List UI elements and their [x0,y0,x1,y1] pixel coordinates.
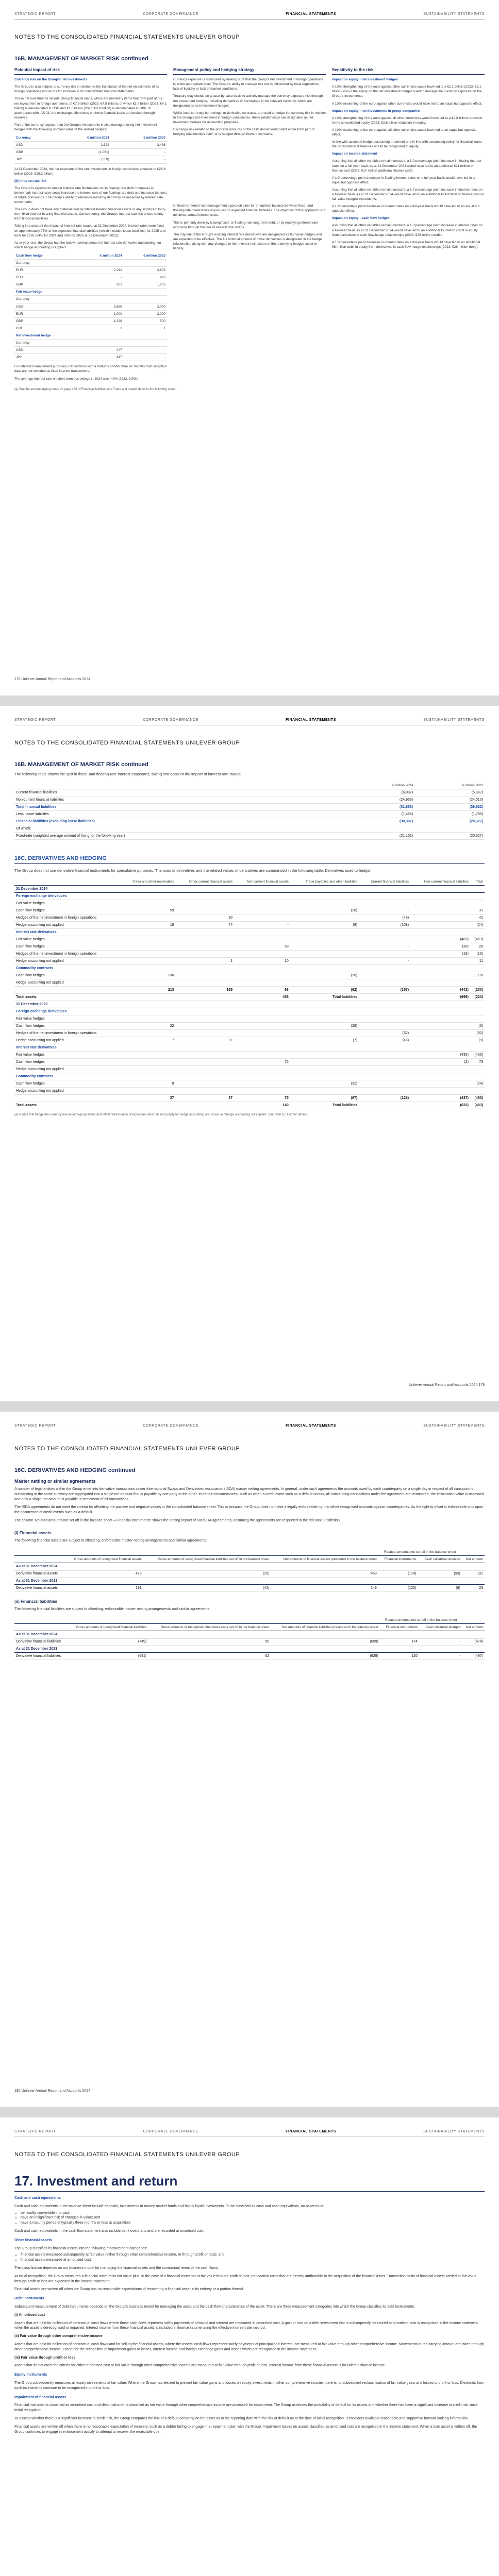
table-group: Foreign exchange derivatives [14,1008,485,1015]
table-row: Hedge accounting not applied 1 10 - 11 [14,958,485,965]
paragraph: Financial assets are written off when the Group has no reasonable expectations of recovering a financial asset in its entirety or a portion thereof. [14,2287,244,2292]
derivatives-table [14,878,485,1109]
table-row: Derivative financial assets 478 (20) 458 (174) (93) 191 [14,1570,485,1577]
table-group: As at 31 December 2023 [14,1577,485,1584]
page-180 [0,1412,499,2107]
paragraph: Assets that do not meet the criteria for either amortised cost or fair value through other comprehensive income are measured at fair value through profit or loss. Interest income from these financial assets is included in finance income. [14,2364,386,2368]
nav-strategic-report[interactable]: STRATEGIC REPORT [14,718,56,722]
paragraph: For interest management purposes, transactions with a maturity shorter than six months from inception date are not included as fixed interest transactions. [14,365,167,374]
footnote: (a) See the accompanying notes on page 180 of Financial liabilities and Trade and related items in the following notes. [14,387,176,391]
table-header: Other current financial assets [176,878,235,886]
table-row: USD 2,322 2,436 [14,142,167,149]
top-nav [14,706,485,722]
paragraph: A 10% strengthening of the euro against other currencies would have led to a €2.1 billion (2023: €2.1 billion) loss in the equity on the net investment hedges used to manage the currency exposure on the Group's investments. [332,85,482,98]
table-row: JPY 447 - [14,354,167,361]
subheading: Impairment of financial assets [14,2395,66,2399]
table-row: Currency [14,260,167,267]
paragraph: A 10% weakening of the euro against other currencies would have led to an equal but opposite effect. [332,101,483,106]
nav-strategic-report[interactable]: STRATEGIC REPORT [14,1424,56,1428]
table-row: Currency [14,340,167,347]
table-header: € million 2024 [344,782,414,789]
table-group: Interest rate derivatives [14,929,485,936]
table-header: Net amounts of financial assets presented in the balance sheet [271,1555,378,1563]
bullet-list [21,2252,485,2263]
table-header: Non-current financial liabilities [410,878,470,886]
paragraph: To assess whether there is a significant increase in credit risk, the Group compares the risk of a default occurring on the asset as at the reporting date with the risk of default as at the date of initial recognition. It considers available reasonable and supportive forward-looking information. [14,2416,469,2420]
table-row: GBP (1,061) - [14,149,167,156]
subsection-heading: (ii) Financial liabilities [14,1599,58,1604]
table-row: Less: lease liabilities (1,466) (1,295) [14,811,485,818]
table-row: Fixed-rate (weighted average amount of fixing for the following year) (21,151) (20,327) [14,833,485,840]
paragraph: The Group is also subject to currency risk in relation to the translation of the net investments of its foreign operations into euros for inclusion in its consolidated financial statements. [14,85,159,94]
column-potential-impact [14,67,167,384]
table-header: Currency [14,134,55,142]
section-title: 16B. MANAGEMENT OF MARKET RISK continued [14,56,148,62]
table-group: Commodity contracts [14,1073,485,1080]
paragraph: In line with accepted hedge accounting treatment and in line with accounting policy for financial loans, the retranslation differences would be recognised in equity. [332,140,483,149]
table-row: Hedges of the net investment in foreign operations 90 (49) 41 [14,914,485,922]
nav-sustainability-statements[interactable]: SUSTAINABILITY STATEMENTS [423,1424,485,1428]
subheading: Impact on equity - net investments in group companies [332,109,420,113]
list-item: • have a maturity period of typically three months or less at acquisition. [21,2221,485,2226]
list-item: • financial assets measured subsequently at fair value (either through other comprehensive income, or through profit or loss); and [21,2252,485,2258]
table-row: Cash flow hedges 136 - (26) - 110 [14,972,485,979]
paragraph: Assuming that all other variables remain constant, a 1.0 percentage point increase in interest rates on a full-year basis as at 31 December 2024 would have led to an additional €7 million credit in equity from derivatives in cash flow hedge relationships (2023: €26 million credit). [332,224,483,237]
intro-text: The Group does not use derivative financial instruments for speculative purposes. The uses of derivatives and the related values of derivatives are summarised in the following table. Derivatives used to hedge: [14,868,371,873]
table-row: Hedge accounting not applied [14,1088,485,1095]
interest-rate-derivative-table: Cash flow hedge € million 2024 € million 2023 Currency EUR 2,211 2,603 USD - 926 GBP 361 1,205 Fair value hedge Currency USD 2,666 2,000 EUR 1,000 2,000 GBP 1,298 500 CHF 1 1 Net investment hedge Currency USD 447 - JPY 447 - [14,252,167,361]
bullet-list [21,2211,485,2226]
subheading: Cash and cash equivalents [14,2196,61,2200]
table-subtotal: 213 165 68 (62) (157) (442) (230) [14,987,485,994]
table-row: USD - 926 [14,274,167,281]
paragraph: A 10% weakening of the euro against all other currencies would have led to an equal but opposite effect. [332,128,477,137]
paragraph: As at year-end, the Group had the below nominal amount of interest rate derivative outstanding, on which hedge accounting is applied: [14,241,161,249]
table-row: Of which: [14,825,485,833]
paragraph: Assets that are held for collection of contractual cash flows and for selling the financial assets, where the assets' cash flows represent solely payments of principal and interest, are measured at fair value through other comprehensive income. Movements in the carrying amount are taken through other comprehensive income, except for the recognition of impairment gains or losses, interest income and foreign exchange gains and losses which are recognised in the income statement. [14,2342,484,2351]
table-header: Gross amounts of recognised financial liabilities set off in the balance sheet [143,1555,271,1563]
table-row: Cash flow hedges 8 (32) (24) [14,1080,485,1088]
table-row: Derivative financial liabilities (749) 50 (699) 174 - (474) [14,1638,485,1646]
table-header: Current financial liabilities [359,878,410,886]
notes-title: NOTES TO THE CONSOLIDATED FINANCIAL STATEMENTS UNILEVER GROUP [14,1446,240,1452]
paragraph: A number of legal entities within the Group enter into derivative transactions under International Swaps and Derivatives Association (ISDA) master netting agreements. In general, under such agreements the amounts owed by each counterparty on a single day in respect of all transactions outstanding in the same currency are aggregated into a single net amount that is payable by one party to the other. In certain circumstances, such as when a credit event such as a default occurs, all outstanding transactions under the agreement are terminated, the termination value is assessed and only a single net amount is payable in settlement of all transactions. [14,1487,484,1501]
subheading: (iii) Fair value through profit or loss [14,2355,76,2360]
paragraph: Part of the currency exposure on the Group's investments is also managed using net investment hedges with the following nominal value of the related hedges: [14,123,157,132]
paragraph: The classification depends on our business model for managing the financial assets and the contractual terms of the cash flows. [14,2266,219,2270]
paragraph: Cash and cash equivalents in the balance sheet include deposits, investments in money market funds and highly liquid investments. To be classified as cash and cash equivalents, an asset must: [14,2204,325,2208]
paragraph: The Group is exposed to market interest rate fluctuations on its floating rate debt. Increases in benchmark interest rates could increase the interest cost of our floating rate debt and increase the cost of future borrowings. The Group's ability to refinance maturing debt may be impacted by interest rate movements. [14,186,167,205]
table-group: Commodity contracts [14,965,485,972]
column-heading: Management policy and hedging strategy [173,67,326,75]
table-header: Cash collateral received [418,1555,462,1563]
subheading: Impact on equity - net investment hedges [332,78,398,82]
table-row: USD 447 - [14,347,167,354]
paragraph: The column 'Related amounts not set off in the balance sheet – Financial instruments' shows the netting impact of our ISDA agreements, assuming the agreements are respected in the relevant jurisdiction. [14,1518,341,1522]
table-total: Total assets 458 Total liabilities (699) (230) [14,994,485,1001]
subheading: Impact on equity - cash flow hedges [332,216,390,221]
table-header: Financial instruments [380,1624,419,1631]
table-row: EUR 2,211 2,603 [14,267,167,274]
subheading: Other financial assets [14,2238,52,2242]
table-total: Total assets 149 Total liabilities (632) (483) [14,1102,485,1109]
page-footer: 178 Unilever Annual Report and Accounts 2024 [14,677,91,681]
table-row: GBP 1,298 500 [14,317,167,325]
page-footer: Unilever Annual Report and Accounts 2024 179 [408,1383,485,1387]
subsection-heading: (i) Financial assets [14,1530,52,1535]
section-title: 16B. MANAGEMENT OF MARKET RISK continued [14,761,148,768]
subheading: Debt instruments [14,2297,44,2301]
paragraph: Assuming that all other variables remain constant, a 1.0 percentage point increase in interest rates on a full-year basis as at 31 December 2024 would have led to an additional €24 million of finance cost on fair value hedged instruments. [332,188,485,201]
table-row: Derivative financial assets 191 (42) 149 (120) (6) 23 [14,1584,485,1591]
nav-financial-statements[interactable]: FINANCIAL STATEMENTS [286,718,337,722]
subheading: (ii) Fair value through other comprehensive income [14,2334,103,2338]
table-header: Trade payables and other liabilities [290,878,359,886]
table-header: Gross amounts of recognised financial assets set off in the balance sheet [148,1624,271,1631]
nav-divider [14,19,485,20]
table-group: As at 31 December 2024 [14,1631,485,1638]
paragraph: The following financial assets are subject to offsetting, enforceable master netting arrangements and similar agreements. [14,1538,207,1543]
nav-financial-statements[interactable]: FINANCIAL STATEMENTS [286,12,337,16]
table-row: Hedge accounting not applied 7 37 (7) (46) (9) [14,1037,485,1044]
subheading: Impact on income statement [332,152,377,156]
intro-text: The following table shows the split in fixed- and floating-rate interest exposures, taking into account the impact of interest rate swaps: [14,772,242,776]
table-year-header: 31 December 2023 [14,1001,485,1008]
subheading: Equity instruments [14,2373,47,2377]
page-181 [0,2117,499,2576]
list-item: • financial assets measured at amortised cost. [21,2258,485,2263]
paragraph: Whilst local currency borrowings, or derivative contracts, are used to hedge the currency risk in relation to the Group's net investment in foreign subsidiaries, these relationships are designated as net investment hedges for accounting purposes. [173,111,326,124]
column-heading: Sensitivity to the risk [332,67,485,75]
financial-assets-offset-table [14,1549,485,1592]
table-subtotal: 37 37 75 (67) (128) (437) (483) [14,1095,485,1102]
interest-exposure-table [14,782,485,840]
table-header: € million 2023 [111,134,167,142]
table-row: Financial liabilities (excluding lease liabilities) (30,387) (28,327) [14,818,485,825]
table-row: Cash flow hedges 58 - (30) 28 [14,943,485,951]
paragraph: The majority of the Group's existing interest rate derivatives are designated as fair value hedges and are expected to be effective. The full notional amount of those derivatives is designated in the hedge relationship, along with any changes to the relevant risk factors of the underlying hedged asset or liability. [173,232,322,250]
table-group: As at 31 December 2024 [14,1563,485,1570]
table-header: Total [470,878,485,886]
footnote: (a) Hedge that hedge the currency risk on intra-group loans and offset retranslation of exposures which do not qualify for hedge accounting are shown as 'Hedge accounting not applied'. See Note 16. Further details. [14,1113,308,1117]
nav-sustainability-statements[interactable]: SUSTAINABILITY STATEMENTS [423,2130,485,2133]
section-rule [14,2191,485,2192]
paragraph: A 1.0 percentage point decrease in interest rates on a full-year basis would have led to an additional €6 million debit in equity from derivatives in cash flow hedge relationships (2023: €26 million debit). [332,240,480,249]
table-row: Fair value hedges [14,1015,485,1023]
table-row: Non-current financial liabilities (24,966) (24,510) [14,796,485,804]
nav-financial-statements[interactable]: FINANCIAL STATEMENTS [286,2130,337,2133]
paragraph: The Group does not have any material floating interest bearing financial assets or any significant long-term fixed interest bearing financial assets. Consequently, the Group's interest rate risk arises mainly from financial liabilities. [14,208,166,221]
notes-title: NOTES TO THE CONSOLIDATED FINANCIAL STATEMENTS UNILEVER GROUP [14,740,240,746]
list-item: • have an insignificant risk of changes in value; and [21,2215,485,2221]
table-header: Non-current financial assets [234,878,290,886]
paragraph: Treasury may decide on a case-by-case basis to actively manage the currency exposure risk through net investment hedges, including derivatives or borrowings in the relevant currency, which are designated as net investment hedges. [173,94,323,108]
table-header: Net amounts of financial liabilities presented in the balance sheet [271,1624,380,1631]
nav-sustainability-statements[interactable]: SUSTAINABILITY STATEMENTS [423,12,485,16]
page-title: 17. Investment and return [14,2173,178,2189]
page-footer: 180 Unilever Annual Report and Accounts 2024 [14,2089,91,2093]
subheading: Currency risk on the Group's net investments [14,78,87,82]
notes-title: NOTES TO THE CONSOLIDATED FINANCIAL STATEMENTS UNILEVER GROUP [14,2151,240,2158]
column-sensitivity [332,67,485,384]
table-row: Cash flow hedges 59 - (28) - 31 [14,907,485,914]
paragraph: Subsequent measurement of debt instruments depends on the Group's business model for managing the asset and the cash flow characteristics of the asset. There are three measurement categories into which the Group classifies its debt instruments: [14,2304,415,2309]
section-title: 16C. DERIVATIVES AND HEDGING continued [14,1467,136,1473]
paragraph: Financial instruments classified as amortised cost and debt instruments classified as fair value through other comprehensive income are assessed for impairment. The Group assesses the probability of default on its assets and whether there has been a significant increase in credit risk since initial recognition. [14,2403,478,2413]
paragraph: A 1.0 percentage point decrease in floating interest rates on a full-year basis would have led to an equal but opposite effect. [332,176,477,184]
table-row: Hedges of the net investment in foreign operations (82) (82) [14,1030,485,1037]
nav-strategic-report[interactable]: STRATEGIC REPORT [14,12,56,16]
page-178 [0,0,499,696]
paragraph: This is primarily done by issuing fixed- or floating-rate long-term debt, or by modifying interest rate exposure through the use of interest rate swaps. [173,221,319,229]
table-year-header: 31 December 2024 [14,886,485,893]
top-nav [14,0,485,16]
table-group: Foreign exchange derivatives [14,893,485,900]
table-row: Total financial liabilities (31,853) (29,622) [14,804,485,811]
table-row: Currency [14,296,167,303]
table-header: Net amount [462,1555,485,1563]
table-header: Net amount [462,1624,485,1631]
top-nav [14,1412,485,1428]
paragraph: A 10% strengthening of the euro against all other currencies would have led to a €2.8 billion reduction in the consolidated equity (2023: €2.8 billion reduction in equity). [332,116,483,125]
table-row: Cash flow hedges 22 (28) (6) [14,1023,485,1030]
table-row: Derivative financial liabilities (691) 62 (629) 120 - (497) [14,1653,485,1660]
nav-corporate-governance[interactable]: CORPORATE GOVERNANCE [143,2130,198,2133]
table-group: As at 31 December 2023 [14,1646,485,1653]
subheading: (i) Amortised cost [14,2313,45,2317]
table-row: Fair value hedges (435) (435) [14,1052,485,1059]
section-rule [14,863,485,864]
list-item: • be readily convertible into cash; [21,2211,485,2216]
nav-corporate-governance[interactable]: CORPORATE GOVERNANCE [143,718,198,722]
table-row: Current financial liabilities (6,887) (5,887) [14,789,485,796]
table-header: Gross amounts of recognised financial liabilities [67,1624,148,1631]
paragraph: The following financial liabilities are subject to offsetting, enforceable master netting arrangements and similar agreements. [14,1607,211,1611]
table-row: Hedges of the net investment in foreign operations (16) (16) [14,951,485,958]
paragraph: Unilever's interest rate management approach aims for an optimal balance between fixed- and floating-rate interest rate exposures on expected financial liabilities. The objective of this approach is to minimise annual interest costs. [173,204,326,217]
table-header: Trade and other receivables [120,878,176,886]
paragraph: These net investments include Group financial loans, which are monetary items that form part of our net investment in foreign operations, of €7.9 billion (2023: €7.8 billion), of which €3.9 billion (2023: €4.1 billion) is denominated in USD and €1.0 billion (2023: €0.9 billion) is denominated in GBP. In accordance with IAS 21, the exchange differences on these financial loans are booked through reserves. [14,97,167,120]
nav-strategic-report[interactable]: STRATEGIC REPORT [14,2130,56,2133]
table-header: Cash collateral pledged [419,1624,462,1631]
table-row: Fair value hedges [14,900,485,907]
subheading: (iii) Interest rate risk [14,179,47,183]
paragraph: Assets that are held for collection of contractual cash flows where those cash flows represent solely payments of principal and interest are measured at amortised cost. A gain or loss on a debt investment that is subsequently measured at amortised cost is recognised in the income statement when the asset is derecognised or impaired. Interest income from these financial assets is included in finance income using the effective interest rate method. [14,2321,478,2330]
table-row: CHF 1 1 [14,325,167,332]
net-investment-hedge-table [14,134,167,163]
financial-liabilities-offset-table [14,1617,485,1660]
paragraph: At 31 December 2024, the net exposure of the net investments in foreign currencies amounts to €28.8 billion (2023: €28.2 billion). [14,167,166,176]
table-row: Hedge accounting not applied 18 74 - (8) (108) (24) [14,922,485,929]
subsection-title: Master netting or similar agreements [14,1479,96,1484]
paragraph: Cash and cash equivalents in the cash flow statement also include bank overdrafts and are recorded at amortised cost. [14,2229,205,2233]
paragraph: Assuming that all other variables remain constant, a 1.0 percentage point increase in floating interest rates on a full-year basis as at 31 December 2024 would have led to an additional €11 million of finance cost (2023: €17 million additional finance cost). [332,159,481,173]
related-amounts-header: Related amounts not set off in the balance sheet [380,1617,462,1624]
paragraph: Exchange risk related to the principal amounts of the USD denominated debt either form part of hedging relationships itself, or is hedged through forward contracts. [173,128,314,137]
paragraph: Taking into account the impact of interest rate swaps, at 31 December 2024, interest rates were fixed on approximately 76% of the expected financial liabilities (which includes lease liabilities) for 2025 and 65% for 2026 (84% for 2024 and 76% for 2025 at 31 December 2023). [14,224,166,238]
paragraph: At initial recognition, the Group measures a financial asset at its fair value plus, in the case of a financial asset not at fair value through profit or loss, transaction costs that are directly attributable to the acquisition of the financial asset. Transaction costs of financial assets carried at fair value through profit or loss are expensed in the income statement. [14,2274,477,2283]
paragraph: The ISDA agreements do not meet the criteria for offsetting the positive and negative values in the consolidated balance sheet. This is because the Group does not have a legally enforceable right to offset recognised amounts against counterparties. As the right to offset is enforceable only upon the occurrence of credit events such as a default. [14,1505,484,1515]
three-column-layout [14,67,485,384]
column-heading: Potential impact of risk [14,67,167,75]
nav-corporate-governance[interactable]: CORPORATE GOVERNANCE [143,12,198,16]
related-amounts-header: Related amounts not set off in the balance sheet [378,1549,462,1556]
table-row: GBP 361 1,205 [14,281,167,289]
top-nav [14,2117,485,2133]
notes-title: NOTES TO THE CONSOLIDATED FINANCIAL STATEMENTS UNILEVER GROUP [14,34,240,40]
table-row: Hedge accounting not applied [14,1066,485,1073]
table-header: Financial instruments [378,1555,418,1563]
column-management-policy [173,67,326,384]
table-header: € million 2023 [414,782,485,789]
table-section: Fair value hedge [14,289,167,296]
nav-financial-statements[interactable]: FINANCIAL STATEMENTS [286,1424,337,1428]
table-row: USD 2,666 2,000 [14,303,167,310]
table-header: € million 2024 [55,134,111,142]
table-section: Net investment hedge [14,332,167,339]
paragraph: Financial assets are written off when there is no reasonable expectation of recovery, such as a debtor failing to engage in a repayment plan with the Group. Impairment losses on assets classified as amortised cost are recognised in the income statement. When a loan asset is written off, the Group continues to engage in enforcement activity to attempt to recover the receivable due. [14,2425,477,2434]
table-row: EUR 1,000 2,000 [14,310,167,317]
nav-corporate-governance[interactable]: CORPORATE GOVERNANCE [143,1424,198,1428]
table-row: Hedge accounting not applied [14,979,485,987]
paragraph: The Group subsequently measures all equity investments at fair value. Where the Group has elected to present fair value gains and losses on equity investments in other comprehensive income, there is no subsequent reclassification of fair value gains and losses to profit or loss. Dividends from such investments continue to be recognised in profit or loss. [14,2381,485,2390]
paragraph: Currency exposure is minimised by making sure that the Group's net investment in foreign operations is at the appropriate level. The Group's ability to manage this risk is influenced by local regulations, lack of liquidity or lack of market conditions. [173,78,323,91]
section-title: 16C. DERIVATIVES AND HEDGING [14,855,107,862]
table-row: Cash flow hedges 75 (2) 73 [14,1059,485,1066]
table-row: Fair value hedges (463) (463) [14,936,485,943]
table-header: Gross amounts of recognised financial assets [64,1555,143,1563]
nav-sustainability-statements[interactable]: SUSTAINABILITY STATEMENTS [423,718,485,722]
paragraph: The Group classifies its financial assets into the following measurement categories: [14,2246,147,2250]
page-179 [0,706,499,1401]
paragraph: The average interest rate on short-term borrowings in 2024 was 4.0% (2023: 3.9%). [14,377,139,381]
table-group: Interest rate derivatives [14,1044,485,1052]
table-row: JPY (558) - [14,156,167,163]
paragraph: A 1.0 percentage point decrease in interest rates on a full-year basis would have led to an equal but opposite effect. [332,205,480,213]
